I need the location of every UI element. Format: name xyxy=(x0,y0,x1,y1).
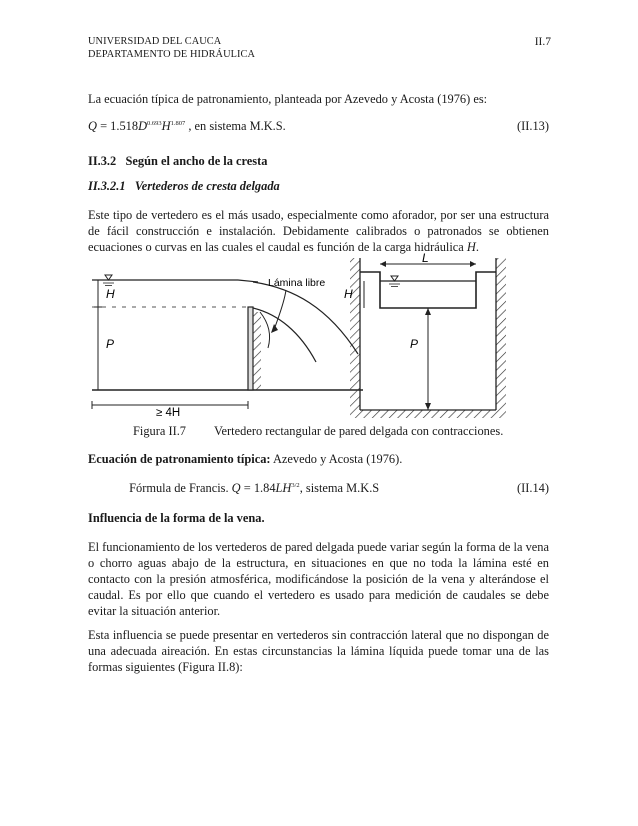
figure-caption xyxy=(133,424,503,439)
eq13-var-d: D xyxy=(138,119,148,133)
equation-ii13 xyxy=(88,119,549,134)
channel-floor xyxy=(350,410,506,418)
label-h-right: H xyxy=(344,287,353,301)
eq13-suffix: , en sistema M.K.S. xyxy=(188,119,286,133)
eq14-exp: 3/2 xyxy=(291,482,300,489)
section-heading xyxy=(88,154,267,169)
label-p-left: P xyxy=(106,337,115,351)
subsection-title: Vertederos de cresta delgada xyxy=(134,179,280,193)
label-p-right: P xyxy=(410,337,419,351)
nappe-inner xyxy=(260,312,270,348)
eq13-exp1: 0.693 xyxy=(147,120,162,127)
label-dim-4h: ≥ 4H xyxy=(156,407,181,419)
subsection-number: II.3.2.1 xyxy=(88,179,126,193)
equation-ii14 xyxy=(88,481,549,496)
eq13-eq-sign: = xyxy=(100,119,108,133)
front-view xyxy=(344,252,506,418)
eq14-eq-sign: = xyxy=(243,481,251,495)
department-name: DEPARTAMENTO DE HIDRÁULICA xyxy=(88,48,256,60)
eq13-exp2: 1.807 xyxy=(170,120,186,127)
section-number: II.3.2 xyxy=(88,154,117,168)
weir-notch-outline xyxy=(360,272,496,308)
ecuacion-text: Azevedo y Acosta (1976). xyxy=(270,452,403,466)
eq13-coef: 1.518 xyxy=(110,119,139,133)
eq14-lhs: Q xyxy=(231,481,241,495)
paragraph-vertederos-var: H xyxy=(466,240,476,254)
paragraph-vertederos-text: Este tipo de vertedero es el más usado, especialmente como aforador, por ser una estructura de fácil construcción e instalación. Debidamente calibrados o patronados se obtienen ecuaciones o curvas en las cuales el caudal es función de la carga hidráulica xyxy=(88,208,549,254)
paragraph-funcionamiento: El funcionamiento de los vertederos de pared delgada puede variar según la forma de la vena o chorro aguas abajo de la estructura, en situaciones en que no toda la lámina esté en contacto con la presión atmosférica, modificándose la posición de la vena y alterándose el caudal. Es por ello que cuando el vertedero es usado para medición de caudales se debe evitar la situación anterior. xyxy=(88,540,549,618)
eq13-lhs: Q xyxy=(88,119,97,133)
eq13-tag: (II.13) xyxy=(517,119,549,133)
weir-hatching xyxy=(253,312,261,390)
eq14-vars: LH xyxy=(275,481,292,495)
left-channel-wall xyxy=(350,258,360,410)
eq13-var-h: H xyxy=(161,119,171,133)
page-header xyxy=(88,36,255,61)
paragraph-vertederos-end: . xyxy=(475,240,479,254)
eq14-coef: 1.84 xyxy=(253,481,276,495)
page-number: II.7 xyxy=(534,36,551,48)
side-view xyxy=(92,275,363,419)
subsection-heading xyxy=(88,179,280,194)
label-lamina-libre: Lámina libre xyxy=(268,277,326,289)
eq14-suffix: , sistema M.K.S xyxy=(299,481,380,495)
university-name: UNIVERSIDAD DEL CAUCA xyxy=(88,36,222,47)
ecuacion-patronamiento xyxy=(88,452,402,467)
figure-caption-text: Vertedero rectangular de pared delgada con contracciones. xyxy=(213,424,504,438)
eq14-prefix: Fórmula de Francis. xyxy=(129,481,229,495)
paragraph-influencia: Esta influencia se puede presentar en vertederos sin contracción lateral que no dispongan de una adecuada aireación. En estas circunstancias la lámina líquida puede tomar una de las formas siguientes (Figura II.8): xyxy=(88,628,549,674)
right-channel-wall xyxy=(496,258,506,410)
figure-weir-diagram xyxy=(88,252,553,420)
section-title: Según el ancho de la cresta xyxy=(125,154,268,168)
intro-paragraph: La ecuación típica de patronamiento, planteada por Azevedo y Acosta (1976) es: xyxy=(88,92,488,106)
label-l: L xyxy=(422,252,429,265)
influencia-heading: Influencia de la forma de la vena. xyxy=(88,511,265,525)
figure-caption-label: Figura II.7 xyxy=(133,424,186,438)
ecuacion-label: Ecuación de patronamiento típica: xyxy=(88,452,271,466)
eq14-tag: (II.14) xyxy=(517,481,549,495)
weir-plate xyxy=(248,307,253,390)
paragraph-vertederos xyxy=(88,207,549,255)
label-h-left: H xyxy=(106,287,115,301)
